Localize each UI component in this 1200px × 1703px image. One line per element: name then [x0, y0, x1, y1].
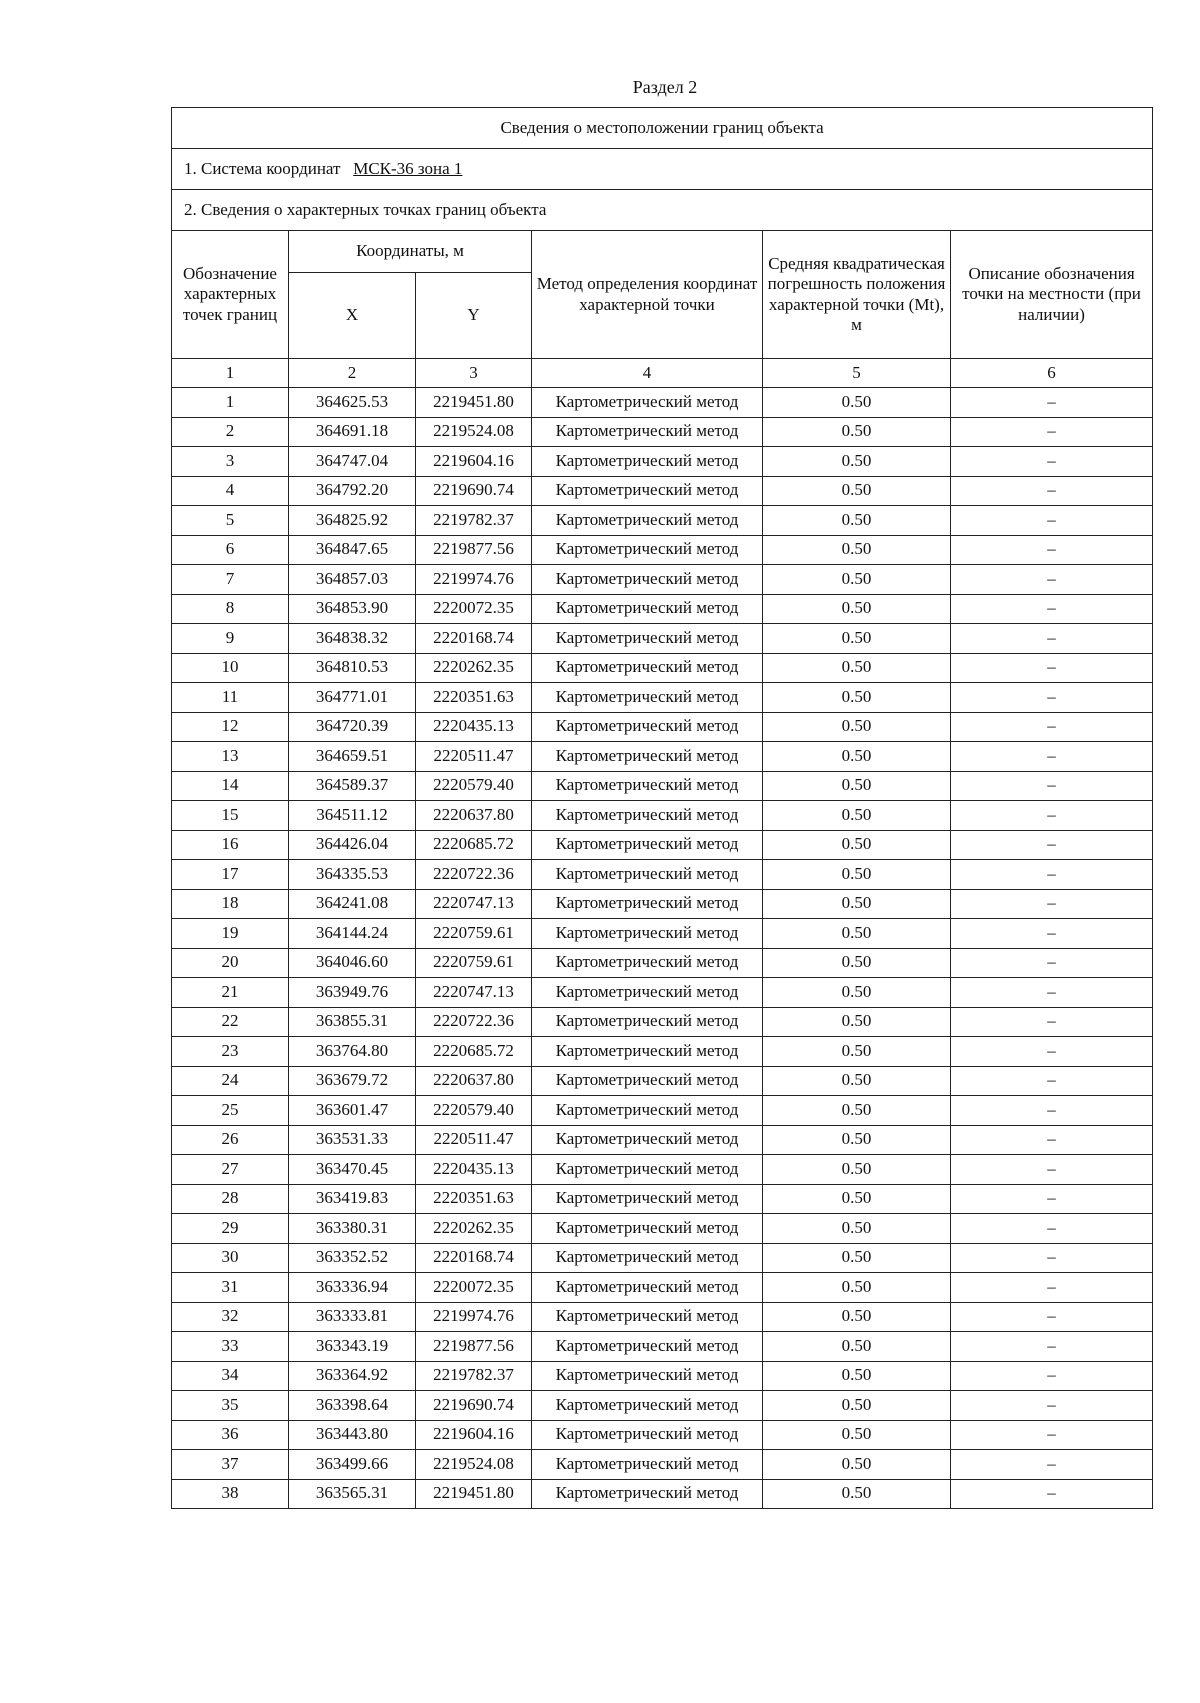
row-method: Картометрический метод — [532, 742, 763, 772]
section-title: Раздел 2 — [632, 77, 698, 97]
row-description: – — [951, 1273, 1153, 1303]
row-method: Картометрический метод — [532, 978, 763, 1008]
table-row — [172, 860, 1153, 890]
row-description: – — [951, 1037, 1153, 1067]
header-y: Y — [416, 273, 532, 359]
row-x: 364792.20 — [289, 476, 416, 506]
points-heading-row — [172, 190, 1153, 231]
row-method: Картометрический метод — [532, 948, 763, 978]
table-row — [172, 889, 1153, 919]
row-description: – — [951, 1302, 1153, 1332]
row-mt: 0.50 — [763, 1155, 951, 1185]
row-y: 2220168.74 — [416, 1243, 532, 1273]
row-mt: 0.50 — [763, 447, 951, 477]
row-point-number: 4 — [172, 476, 289, 506]
header-point-designation: Обозначение характерных точек границ — [172, 231, 289, 359]
row-x: 364046.60 — [289, 948, 416, 978]
row-description: – — [951, 1479, 1153, 1509]
table-row — [172, 1037, 1153, 1067]
row-mt: 0.50 — [763, 1479, 951, 1509]
row-description: – — [951, 1155, 1153, 1185]
row-x: 363764.80 — [289, 1037, 416, 1067]
row-x: 363364.92 — [289, 1361, 416, 1391]
row-method: Картометрический метод — [532, 1037, 763, 1067]
row-point-number: 20 — [172, 948, 289, 978]
coord-system-row — [172, 149, 1153, 190]
row-method: Картометрический метод — [532, 712, 763, 742]
row-x: 363949.76 — [289, 978, 416, 1008]
row-description: – — [951, 1007, 1153, 1037]
row-method: Картометрический метод — [532, 1007, 763, 1037]
row-method: Картометрический метод — [532, 919, 763, 949]
column-number: 3 — [416, 359, 532, 388]
row-method: Картометрический метод — [532, 417, 763, 447]
table-row — [172, 1125, 1153, 1155]
row-point-number: 17 — [172, 860, 289, 890]
table-row — [172, 653, 1153, 683]
table-row — [172, 978, 1153, 1008]
row-mt: 0.50 — [763, 1302, 951, 1332]
coord-system-label: 1. Система координат — [184, 158, 341, 178]
table-row — [172, 1420, 1153, 1450]
row-mt: 0.50 — [763, 624, 951, 654]
points-heading: 2. Сведения о характерных точках границ объекта — [172, 190, 1153, 231]
row-x: 364847.65 — [289, 535, 416, 565]
row-method: Картометрический метод — [532, 1066, 763, 1096]
row-y: 2220637.80 — [416, 801, 532, 831]
row-y: 2220262.35 — [416, 1214, 532, 1244]
row-point-number: 38 — [172, 1479, 289, 1509]
row-point-number: 14 — [172, 771, 289, 801]
row-point-number: 24 — [172, 1066, 289, 1096]
row-x: 364589.37 — [289, 771, 416, 801]
row-y: 2219782.37 — [416, 506, 532, 536]
row-description: – — [951, 1243, 1153, 1273]
row-description: – — [951, 535, 1153, 565]
row-y: 2220759.61 — [416, 919, 532, 949]
row-point-number: 25 — [172, 1096, 289, 1126]
row-method: Картометрический метод — [532, 506, 763, 536]
row-method: Картометрический метод — [532, 1420, 763, 1450]
header-method: Метод определения координат характерной точки — [532, 231, 763, 359]
row-y: 2220685.72 — [416, 830, 532, 860]
row-mt: 0.50 — [763, 1273, 951, 1303]
row-y: 2220685.72 — [416, 1037, 532, 1067]
row-method: Картометрический метод — [532, 1302, 763, 1332]
row-method: Картометрический метод — [532, 624, 763, 654]
row-method: Картометрический метод — [532, 1214, 763, 1244]
row-mt: 0.50 — [763, 860, 951, 890]
row-description: – — [951, 978, 1153, 1008]
row-method: Картометрический метод — [532, 1361, 763, 1391]
table-row — [172, 683, 1153, 713]
row-mt: 0.50 — [763, 1066, 951, 1096]
row-mt: 0.50 — [763, 948, 951, 978]
row-description: – — [951, 1361, 1153, 1391]
row-description: – — [951, 1332, 1153, 1362]
row-point-number: 8 — [172, 594, 289, 624]
row-method: Картометрический метод — [532, 565, 763, 595]
row-point-number: 18 — [172, 889, 289, 919]
row-method: Картометрический метод — [532, 476, 763, 506]
table-row — [172, 1302, 1153, 1332]
table-row — [172, 1479, 1153, 1509]
row-mt: 0.50 — [763, 1243, 951, 1273]
row-mt: 0.50 — [763, 417, 951, 447]
row-mt: 0.50 — [763, 594, 951, 624]
row-description: – — [951, 1450, 1153, 1480]
row-x: 364144.24 — [289, 919, 416, 949]
row-x: 363531.33 — [289, 1125, 416, 1155]
row-point-number: 30 — [172, 1243, 289, 1273]
table-title-row — [172, 108, 1153, 149]
row-mt: 0.50 — [763, 1184, 951, 1214]
table-row — [172, 948, 1153, 978]
table-row — [172, 742, 1153, 772]
row-method: Картометрический метод — [532, 1479, 763, 1509]
row-x: 363679.72 — [289, 1066, 416, 1096]
row-y: 2219604.16 — [416, 1420, 532, 1450]
row-method: Картометрический метод — [532, 1155, 763, 1185]
table-row — [172, 535, 1153, 565]
row-x: 364857.03 — [289, 565, 416, 595]
boundary-points-table — [171, 107, 1153, 1509]
row-description: – — [951, 1391, 1153, 1421]
row-x: 363565.31 — [289, 1479, 416, 1509]
row-method: Картометрический метод — [532, 535, 763, 565]
row-x: 364691.18 — [289, 417, 416, 447]
row-point-number: 23 — [172, 1037, 289, 1067]
row-x: 363601.47 — [289, 1096, 416, 1126]
row-point-number: 13 — [172, 742, 289, 772]
table-row — [172, 447, 1153, 477]
row-point-number: 33 — [172, 1332, 289, 1362]
row-description: – — [951, 506, 1153, 536]
row-point-number: 32 — [172, 1302, 289, 1332]
row-point-number: 21 — [172, 978, 289, 1008]
row-x: 363398.64 — [289, 1391, 416, 1421]
row-x: 363343.19 — [289, 1332, 416, 1362]
row-x: 363380.31 — [289, 1214, 416, 1244]
header-error: Средняя квадратическая погрешность положения характерной точки (Mt), м — [763, 231, 951, 359]
row-method: Картометрический метод — [532, 653, 763, 683]
row-point-number: 29 — [172, 1214, 289, 1244]
row-x: 364838.32 — [289, 624, 416, 654]
row-mt: 0.50 — [763, 1125, 951, 1155]
row-method: Картометрический метод — [532, 594, 763, 624]
table-row — [172, 1332, 1153, 1362]
column-number: 5 — [763, 359, 951, 388]
table-row — [172, 624, 1153, 654]
column-number: 6 — [951, 359, 1153, 388]
row-x: 364825.92 — [289, 506, 416, 536]
column-number: 1 — [172, 359, 289, 388]
row-x: 363336.94 — [289, 1273, 416, 1303]
row-method: Картометрический метод — [532, 771, 763, 801]
row-point-number: 5 — [172, 506, 289, 536]
row-description: – — [951, 1184, 1153, 1214]
table-row — [172, 1243, 1153, 1273]
row-mt: 0.50 — [763, 1096, 951, 1126]
column-numbers-row — [172, 359, 1153, 388]
row-point-number: 22 — [172, 1007, 289, 1037]
table-row — [172, 594, 1153, 624]
row-x: 364511.12 — [289, 801, 416, 831]
row-y: 2220637.80 — [416, 1066, 532, 1096]
row-description: – — [951, 1066, 1153, 1096]
row-description: – — [951, 801, 1153, 831]
row-y: 2220747.13 — [416, 889, 532, 919]
row-y: 2220722.36 — [416, 860, 532, 890]
row-mt: 0.50 — [763, 1332, 951, 1362]
row-method: Картометрический метод — [532, 830, 763, 860]
row-mt: 0.50 — [763, 1450, 951, 1480]
table-row — [172, 1007, 1153, 1037]
row-description: – — [951, 771, 1153, 801]
row-mt: 0.50 — [763, 683, 951, 713]
row-y: 2219524.08 — [416, 1450, 532, 1480]
row-y: 2219604.16 — [416, 447, 532, 477]
row-mt: 0.50 — [763, 978, 951, 1008]
row-point-number: 1 — [172, 388, 289, 418]
row-method: Картометрический метод — [532, 1184, 763, 1214]
row-mt: 0.50 — [763, 1007, 951, 1037]
row-mt: 0.50 — [763, 771, 951, 801]
row-description: – — [951, 565, 1153, 595]
table-row — [172, 712, 1153, 742]
row-y: 2219451.80 — [416, 388, 532, 418]
row-x: 364241.08 — [289, 889, 416, 919]
row-x: 364659.51 — [289, 742, 416, 772]
row-y: 2219524.08 — [416, 417, 532, 447]
row-description: – — [951, 742, 1153, 772]
row-point-number: 16 — [172, 830, 289, 860]
row-y: 2219877.56 — [416, 1332, 532, 1362]
row-mt: 0.50 — [763, 476, 951, 506]
column-number: 2 — [289, 359, 416, 388]
row-method: Картометрический метод — [532, 801, 763, 831]
row-x: 364771.01 — [289, 683, 416, 713]
row-x: 364747.04 — [289, 447, 416, 477]
row-y: 2219877.56 — [416, 535, 532, 565]
row-description: – — [951, 1214, 1153, 1244]
row-point-number: 6 — [172, 535, 289, 565]
row-mt: 0.50 — [763, 742, 951, 772]
row-y: 2220351.63 — [416, 1184, 532, 1214]
row-y: 2220747.13 — [416, 978, 532, 1008]
row-x: 363470.45 — [289, 1155, 416, 1185]
table-row — [172, 476, 1153, 506]
row-mt: 0.50 — [763, 830, 951, 860]
row-method: Картометрический метод — [532, 683, 763, 713]
row-description: – — [951, 447, 1153, 477]
row-y: 2220351.63 — [416, 683, 532, 713]
header-x: X — [289, 273, 416, 359]
row-y: 2220579.40 — [416, 771, 532, 801]
row-mt: 0.50 — [763, 1420, 951, 1450]
row-method: Картометрический метод — [532, 1332, 763, 1362]
row-point-number: 3 — [172, 447, 289, 477]
row-y: 2219782.37 — [416, 1361, 532, 1391]
row-x: 364426.04 — [289, 830, 416, 860]
row-point-number: 37 — [172, 1450, 289, 1480]
table-row — [172, 919, 1153, 949]
column-number: 4 — [532, 359, 763, 388]
row-mt: 0.50 — [763, 919, 951, 949]
row-y: 2220579.40 — [416, 1096, 532, 1126]
table-row — [172, 1450, 1153, 1480]
row-point-number: 34 — [172, 1361, 289, 1391]
coord-system-value: МСК-36 зона 1 — [353, 158, 463, 178]
row-description: – — [951, 594, 1153, 624]
row-mt: 0.50 — [763, 1037, 951, 1067]
header-row-1 — [172, 231, 1153, 273]
row-y: 2220435.13 — [416, 1155, 532, 1185]
row-point-number: 35 — [172, 1391, 289, 1421]
row-point-number: 7 — [172, 565, 289, 595]
row-method: Картометрический метод — [532, 1096, 763, 1126]
table-row — [172, 830, 1153, 860]
table-row — [172, 417, 1153, 447]
table-row — [172, 1361, 1153, 1391]
row-y: 2219451.80 — [416, 1479, 532, 1509]
row-y: 2220511.47 — [416, 1125, 532, 1155]
row-method: Картометрический метод — [532, 1273, 763, 1303]
row-method: Картометрический метод — [532, 1450, 763, 1480]
row-description: – — [951, 919, 1153, 949]
row-description: – — [951, 712, 1153, 742]
row-point-number: 28 — [172, 1184, 289, 1214]
row-description: – — [951, 1420, 1153, 1450]
row-method: Картометрический метод — [532, 447, 763, 477]
row-method: Картометрический метод — [532, 860, 763, 890]
row-point-number: 11 — [172, 683, 289, 713]
row-description: – — [951, 683, 1153, 713]
row-mt: 0.50 — [763, 506, 951, 536]
row-y: 2220262.35 — [416, 653, 532, 683]
row-x: 364810.53 — [289, 653, 416, 683]
row-y: 2220511.47 — [416, 742, 532, 772]
row-point-number: 10 — [172, 653, 289, 683]
table-row — [172, 1214, 1153, 1244]
row-y: 2219690.74 — [416, 476, 532, 506]
row-point-number: 9 — [172, 624, 289, 654]
row-point-number: 36 — [172, 1420, 289, 1450]
row-x: 363333.81 — [289, 1302, 416, 1332]
row-x: 363352.52 — [289, 1243, 416, 1273]
table-row — [172, 388, 1153, 418]
table-row — [172, 801, 1153, 831]
row-x: 364720.39 — [289, 712, 416, 742]
row-method: Картометрический метод — [532, 1391, 763, 1421]
row-mt: 0.50 — [763, 801, 951, 831]
row-x: 363499.66 — [289, 1450, 416, 1480]
table-title: Сведения о местоположении границ объекта — [172, 108, 1153, 149]
row-description: – — [951, 624, 1153, 654]
row-x: 363419.83 — [289, 1184, 416, 1214]
row-y: 2220072.35 — [416, 594, 532, 624]
row-y: 2219974.76 — [416, 1302, 532, 1332]
row-description: – — [951, 948, 1153, 978]
table-row — [172, 1184, 1153, 1214]
row-y: 2220759.61 — [416, 948, 532, 978]
table-row — [172, 1066, 1153, 1096]
row-mt: 0.50 — [763, 653, 951, 683]
row-description: – — [951, 388, 1153, 418]
row-description: – — [951, 653, 1153, 683]
row-mt: 0.50 — [763, 388, 951, 418]
row-point-number: 31 — [172, 1273, 289, 1303]
row-y: 2220722.36 — [416, 1007, 532, 1037]
row-point-number: 27 — [172, 1155, 289, 1185]
row-mt: 0.50 — [763, 1361, 951, 1391]
row-description: – — [951, 860, 1153, 890]
row-x: 364625.53 — [289, 388, 416, 418]
coord-system-cell — [172, 149, 1153, 190]
row-x: 364853.90 — [289, 594, 416, 624]
row-mt: 0.50 — [763, 565, 951, 595]
row-method: Картометрический метод — [532, 388, 763, 418]
row-point-number: 15 — [172, 801, 289, 831]
row-description: – — [951, 1096, 1153, 1126]
row-method: Картометрический метод — [532, 1125, 763, 1155]
row-x: 364335.53 — [289, 860, 416, 890]
row-point-number: 26 — [172, 1125, 289, 1155]
table-row — [172, 1096, 1153, 1126]
header-description: Описание обозначения точки на местности (при наличии) — [951, 231, 1153, 359]
row-description: – — [951, 417, 1153, 447]
table-row — [172, 565, 1153, 595]
row-description: – — [951, 476, 1153, 506]
row-point-number: 2 — [172, 417, 289, 447]
row-method: Картометрический метод — [532, 1243, 763, 1273]
row-method: Картометрический метод — [532, 889, 763, 919]
row-y: 2220072.35 — [416, 1273, 532, 1303]
row-x: 363855.31 — [289, 1007, 416, 1037]
header-coordinates: Координаты, м — [289, 231, 532, 273]
table-row — [172, 506, 1153, 536]
table-row — [172, 1155, 1153, 1185]
row-y: 2220435.13 — [416, 712, 532, 742]
row-mt: 0.50 — [763, 535, 951, 565]
table-row — [172, 1273, 1153, 1303]
table-row — [172, 771, 1153, 801]
row-mt: 0.50 — [763, 1214, 951, 1244]
row-x: 363443.80 — [289, 1420, 416, 1450]
row-description: – — [951, 1125, 1153, 1155]
table-row — [172, 1391, 1153, 1421]
row-mt: 0.50 — [763, 889, 951, 919]
row-description: – — [951, 889, 1153, 919]
row-description: – — [951, 830, 1153, 860]
row-y: 2219974.76 — [416, 565, 532, 595]
row-y: 2220168.74 — [416, 624, 532, 654]
row-y: 2219690.74 — [416, 1391, 532, 1421]
row-mt: 0.50 — [763, 1391, 951, 1421]
row-point-number: 19 — [172, 919, 289, 949]
row-mt: 0.50 — [763, 712, 951, 742]
row-point-number: 12 — [172, 712, 289, 742]
